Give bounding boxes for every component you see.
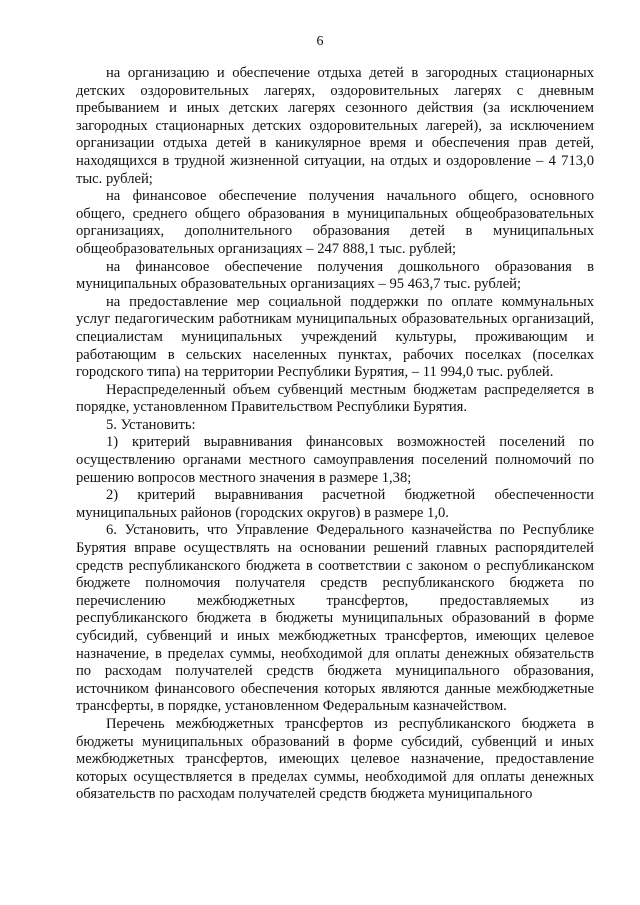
paragraph-utilities-support: на предоставление мер социальной поддержки по оплате коммунальных услуг педагогическим работникам муниципальных образовательных организаций, специалистам муниципальных учреждений культуры, проживающим и работающим в сельских населенных пунктах, рабочих поселках (поселках городского типа) на территории Республики Бурятия, – 11 994,0 тыс. рублей. [76, 293, 594, 381]
paragraph-item-6-treasury: 6. Установить, что Управление Федерального казначейства по Республике Бурятия вправе осуществлять на основании решений главных распорядителей средств республиканского бюджета в соответствии с законом о республиканском бюджете полномочия получателя средств республиканского бюджета по перечислению межбюджетных трансфертов, предоставляемых из республиканского бюджета в бюджеты муниципальных образований в форме субсидий, субвенций и иных межбюджетных трансфертов, имеющих целевое назначение, в пределах суммы, необходимой для оплаты денежных обязательств по расходам получателей средств бюджета муниципального образования, источником финансового обеспечения которых являются данные межбюджетные трансферты, в порядке, установленном Федеральным казначейством. [76, 522, 594, 715]
document-body [76, 65, 594, 804]
paragraph-undistributed-subventions: Нераспределенный объем субвенций местным бюджетам распределяется в порядке, установленном Правительством Республики Бурятия. [76, 381, 594, 416]
paragraph-camps-funding: на организацию и обеспечение отдыха детей в загородных стационарных детских оздоровительных лагерях, оздоровительных лагерях с дневным пребыванием и иных детских лагерях сезонного действия (за исключением загородных стационарных детских оздоровительных лагерей), за исключением организации отдыха детей в каникулярное время и обеспечения прав детей, находящихся в трудной жизненной ситуации, на отдых и оздоровление – 4 713,0 тыс. рублей; [76, 65, 594, 187]
paragraph-item-5-heading: 5. Установить: [106, 416, 196, 433]
page-number: 6 [316, 34, 324, 49]
paragraph-transfers-list: Перечень межбюджетных трансфертов из республиканского бюджета в бюджеты муниципальных образований в форме субсидий, субвенций и иных межбюджетных трансфертов, имеющих целевое назначение, предоставление которых осуществляется в пределах суммы, необходимой для оплаты денежных обязательств по расходам получателей средств бюджета муниципального [76, 715, 594, 803]
paragraph-preschool-education-funding: на финансовое обеспечение получения дошкольного образования в муниципальных образовательных организациях – 95 463,7 тыс. рублей; [76, 258, 594, 293]
paragraph-item-5-criterion-2: 2) критерий выравнивания расчетной бюджетной обеспеченности муниципальных районов (городских округов) в размере 1,0. [76, 487, 594, 521]
paragraph-general-education-funding: на финансовое обеспечение получения начального общего, основного общего, среднего общего образования в муниципальных общеобразовательных организациях, дополнительного образования детей в муниципальных общеобразовательных организациях – 247 888,1 тыс. рублей; [76, 188, 594, 257]
paragraph-item-5-criterion-1: 1) критерий выравнивания финансовых возможностей поселений по осуществлению органами местного самоуправления поселений полномочий по решению вопросов местного значения в размере 1,38; [76, 434, 594, 486]
